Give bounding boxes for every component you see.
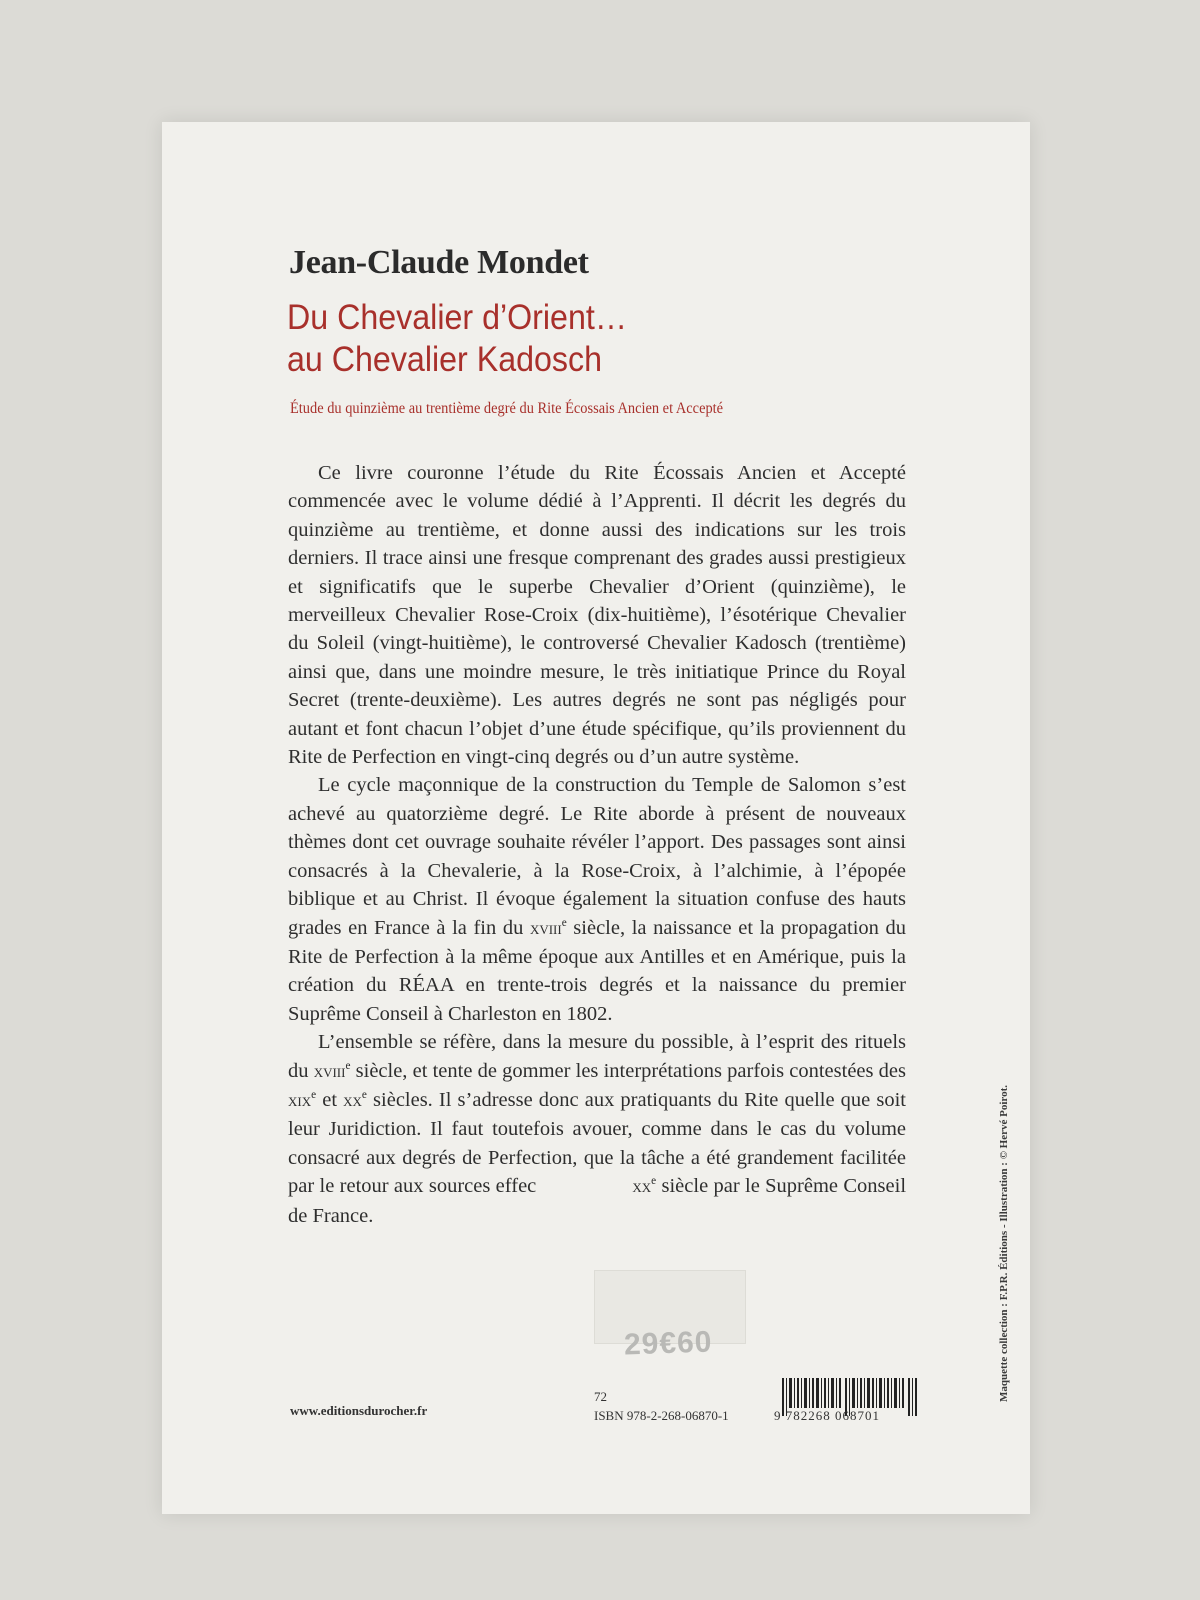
book-title-line-1: Du Chevalier d’Orient… (287, 298, 628, 337)
text-run: Le cycle maçonnique de la construction du Temple de Salomon s’est achevé au quatorzième degré. Le Rite aborde à présent de nouveaux thèmes dont cet ouvrage souhaite révéler l’apport. Des passages sont ainsi consacrés à la Chevalerie, à la Rose-Croix, à l’alchimie, à l’épopée biblique et au Christ. Il évoque également la situation confuse des hauts grades en France à la fin du (288, 774, 906, 939)
text-run: L’ensemble se réfère, dans la mesure du possible, à l’esprit des rituels du (288, 1031, 906, 1082)
isbn-prefix: 72 (594, 1389, 607, 1404)
superscript: e (361, 1089, 367, 1102)
publisher-website: www.editionsdurocher.fr (290, 1403, 428, 1418)
isbn-number: ISBN 978-2-268-06870-1 (594, 1408, 729, 1423)
author-name: Jean-Claude Mondet (289, 244, 589, 281)
text-run: siècles. Il s’adresse donc aux pratiquants du Rite quelle que soit leur Juridiction. Il faut toutefois avouer, comme dans le cas du volume consacré aux degrés de Perfection, que la tâche a été grandement facilitée par le retour aux sources effec (288, 1088, 907, 1198)
century-numeral: xviii (529, 917, 562, 939)
book-title (287, 297, 627, 381)
barcode-number: 9 782268 068701 (774, 1408, 880, 1423)
blurb-paragraph-1: Ce livre couronne l’étude du Rite Écossais Ancien et Accepté commencée avec le volume dédié à l’Apprenti. Il décrit les degrés du quinzième au trentième, et donne aussi des indications sur les trois derniers. Il trace ainsi une fresque comprenant des grades aussi prestigieux et significatifs que le superbe Chevalier d’Orient (quinzième), le merveilleux Chevalier Rose-Croix (dix-huitième), l’ésotérique Chevalier du Soleil (vingt-huitième), le controversé Chevalier Kadosch (trentième) ainsi que, dans une moindre mesure, le très initiatique Prince du Royal Secret (trente-deuxième). Les autres degrés ne sont pas négligés pour autant et font chacun l’objet d’une étude spécifique, qu’ils proviennent du Rite de Perfection en vingt-cinq degrés ou d’un autre système. (288, 462, 906, 769)
obscured-text (536, 1175, 632, 1197)
century-numeral: xviii (313, 1060, 346, 1082)
text-run: et (316, 1088, 344, 1111)
text-run: siècle, la naissance et la propagation du Rite de Perfection à la même époque aux Antilles et en Amérique, puis la création du RÉAA en trente-trois degrés et la naissance du premier Suprême Conseil à Charleston en 1802. (288, 916, 906, 1025)
blurb-text (288, 459, 906, 1230)
book-subtitle: Étude du quinzième au trentième degré du Rite Écossais Ancien et Accepté (290, 400, 724, 417)
book-back-cover (162, 122, 1030, 1514)
text-run: siècle, et tente de gommer les interprétations parfois contestées des (350, 1059, 907, 1082)
text-run: siècle par le Suprême Conseil de France. (288, 1175, 907, 1227)
book-title-line-2: au Chevalier Kadosch (287, 340, 603, 379)
credits-vertical: Maquette collection : F.P.R. Éditions - Illustration : © Hervé Poirot. (998, 1084, 1010, 1402)
superscript: e (561, 916, 567, 929)
price-label: 29€60 (623, 1325, 713, 1362)
century-numeral: xix (288, 1089, 312, 1111)
superscript: e (345, 1059, 351, 1072)
century-numeral: xx (343, 1089, 362, 1111)
century-numeral: xx (632, 1176, 652, 1198)
superscript: e (651, 1175, 657, 1188)
blurb-paragraph-2 (288, 771, 906, 1028)
superscript: e (311, 1089, 317, 1102)
blurb-paragraph-3 (288, 1028, 906, 1230)
